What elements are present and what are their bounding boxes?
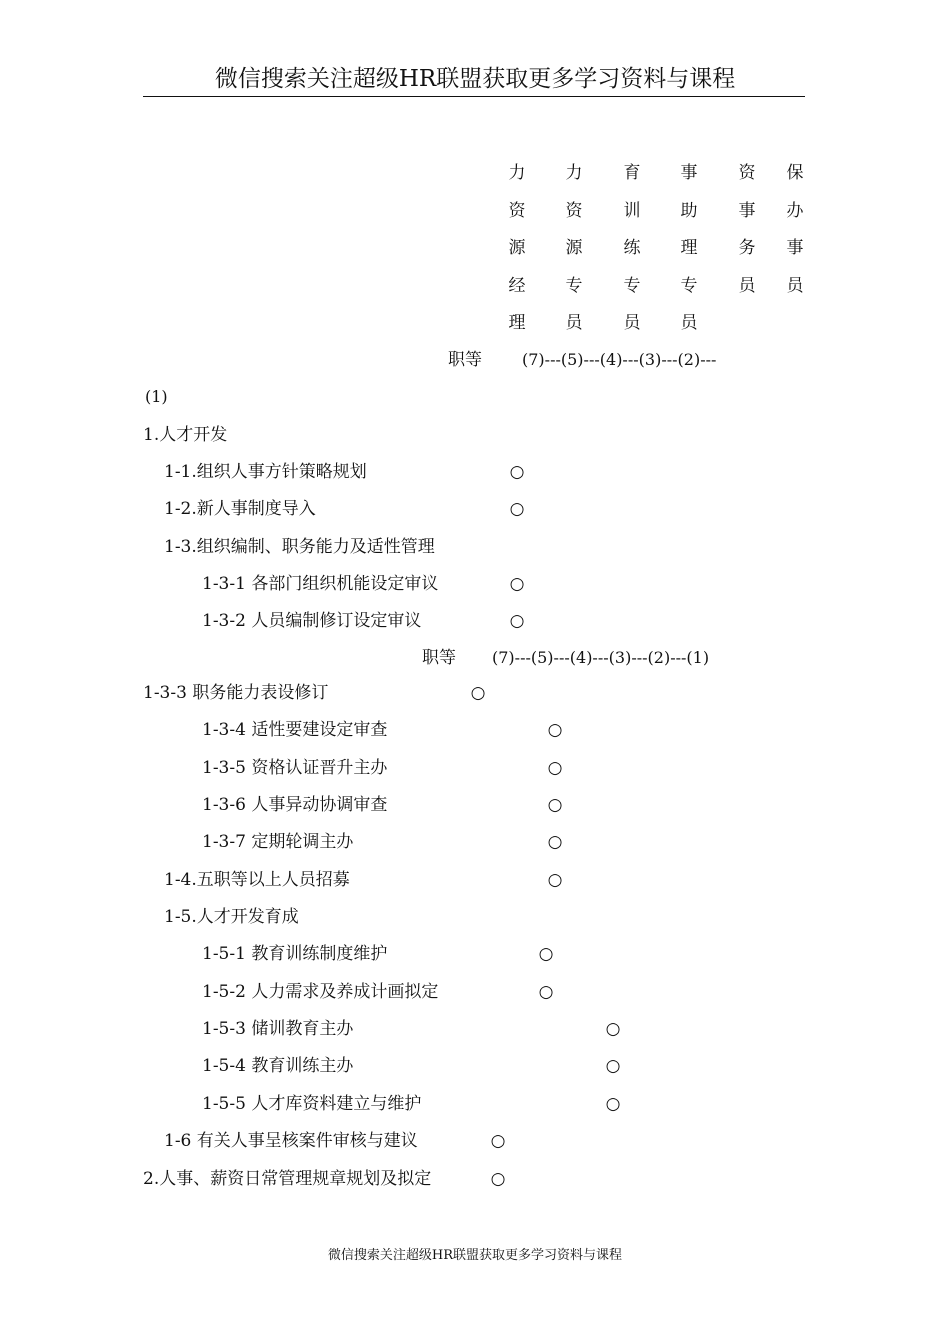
list-item: 1-3.组织编制、职务能力及适性管理 — [164, 537, 435, 557]
grade-scale: (7)---(5)---(4)---(3)---(2)--- — [522, 350, 717, 369]
responsibility-mark: ○ — [547, 870, 563, 890]
column-header-char: 助 — [680, 201, 698, 221]
responsibility-mark: ○ — [547, 720, 563, 740]
list-item: 1-3-6 人事异动协调审查 — [202, 795, 388, 815]
list-item: 1-6 有关人事呈核案件审核与建议 — [164, 1131, 418, 1151]
grade-label: 职等 — [422, 648, 456, 668]
column-header-char: 办 — [786, 201, 804, 221]
column-header-char: 力 — [565, 163, 583, 183]
column-header-char: 员 — [786, 276, 804, 296]
page-header-title: 微信搜索关注超级HR联盟获取更多学习资料与课程 — [214, 66, 736, 92]
list-item: 1-4.五职等以上人员招募 — [164, 870, 350, 890]
list-item: 1.人才开发 — [143, 425, 228, 445]
column-header-char: 练 — [623, 238, 641, 258]
column-header-char: 务 — [738, 238, 756, 258]
grade-label: 职等 — [448, 350, 482, 370]
responsibility-mark: ○ — [547, 832, 563, 852]
responsibility-mark: ○ — [547, 795, 563, 815]
list-item: 1-5.人才开发育成 — [164, 907, 299, 927]
list-item: 1-3-3 职务能力表设修订 — [143, 683, 329, 703]
column-header-char: 专 — [565, 276, 583, 296]
responsibility-mark: ○ — [509, 611, 525, 631]
column-header-char: 资 — [565, 201, 583, 221]
page-footer-text: 微信搜索关注超级HR联盟获取更多学习资料与课程 — [327, 1248, 623, 1263]
list-item: 1-2.新人事制度导入 — [164, 499, 316, 519]
list-item: 1-5-4 教育训练主办 — [202, 1056, 354, 1076]
list-item: 2.人事、薪资日常管理规章规划及拟定 — [143, 1169, 432, 1189]
column-header-char: 事 — [738, 201, 756, 221]
list-item: 1-5-5 人才库资料建立与维护 — [202, 1094, 422, 1114]
column-header-char: 员 — [623, 313, 641, 333]
header-rule — [143, 96, 805, 97]
responsibility-mark: ○ — [509, 499, 525, 519]
column-header-char: 资 — [738, 163, 756, 183]
list-item: 1-5-1 教育训练制度维护 — [202, 944, 388, 964]
responsibility-mark: ○ — [547, 758, 563, 778]
grade-scale-tail: (1) — [145, 387, 168, 406]
responsibility-mark: ○ — [490, 1169, 506, 1189]
list-item: 1-5-2 人力需求及养成计画拟定 — [202, 982, 439, 1002]
list-item: 1-5-3 储训教育主办 — [202, 1019, 354, 1039]
list-item: 1-3-4 适性要建设定审查 — [202, 720, 388, 740]
list-item: 1-3-7 定期轮调主办 — [202, 832, 354, 852]
responsibility-mark: ○ — [490, 1131, 506, 1151]
responsibility-mark: ○ — [470, 683, 486, 703]
column-header-char: 专 — [680, 276, 698, 296]
responsibility-mark: ○ — [605, 1019, 621, 1039]
column-header-char: 育 — [623, 163, 641, 183]
list-item: 1-3-2 人员编制修订设定审议 — [202, 611, 422, 631]
column-header-char: 理 — [508, 313, 526, 333]
column-header-char: 源 — [508, 238, 526, 258]
list-item: 1-3-5 资格认证晋升主办 — [202, 758, 388, 778]
column-header-char: 事 — [680, 163, 698, 183]
list-item: 1-1.组织人事方针策略规划 — [164, 462, 367, 482]
column-header-char: 经 — [508, 276, 526, 296]
column-header-char: 专 — [623, 276, 641, 296]
grade-scale: (7)---(5)---(4)---(3)---(2)---(1) — [492, 648, 710, 667]
column-header-char: 保 — [786, 163, 804, 183]
column-header-char: 资 — [508, 201, 526, 221]
column-header-char: 员 — [738, 276, 756, 296]
responsibility-mark: ○ — [509, 574, 525, 594]
responsibility-mark: ○ — [605, 1094, 621, 1114]
column-header-char: 力 — [508, 163, 526, 183]
list-item: 1-3-1 各部门组织机能设定审议 — [202, 574, 439, 594]
column-header-char: 训 — [623, 201, 641, 221]
column-header-char: 事 — [786, 238, 804, 258]
column-header-char: 源 — [565, 238, 583, 258]
responsibility-mark: ○ — [605, 1056, 621, 1076]
column-header-char: 员 — [680, 313, 698, 333]
column-header-char: 员 — [565, 313, 583, 333]
responsibility-mark: ○ — [538, 982, 554, 1002]
column-header-char: 理 — [680, 238, 698, 258]
responsibility-mark: ○ — [538, 944, 554, 964]
responsibility-mark: ○ — [509, 462, 525, 482]
